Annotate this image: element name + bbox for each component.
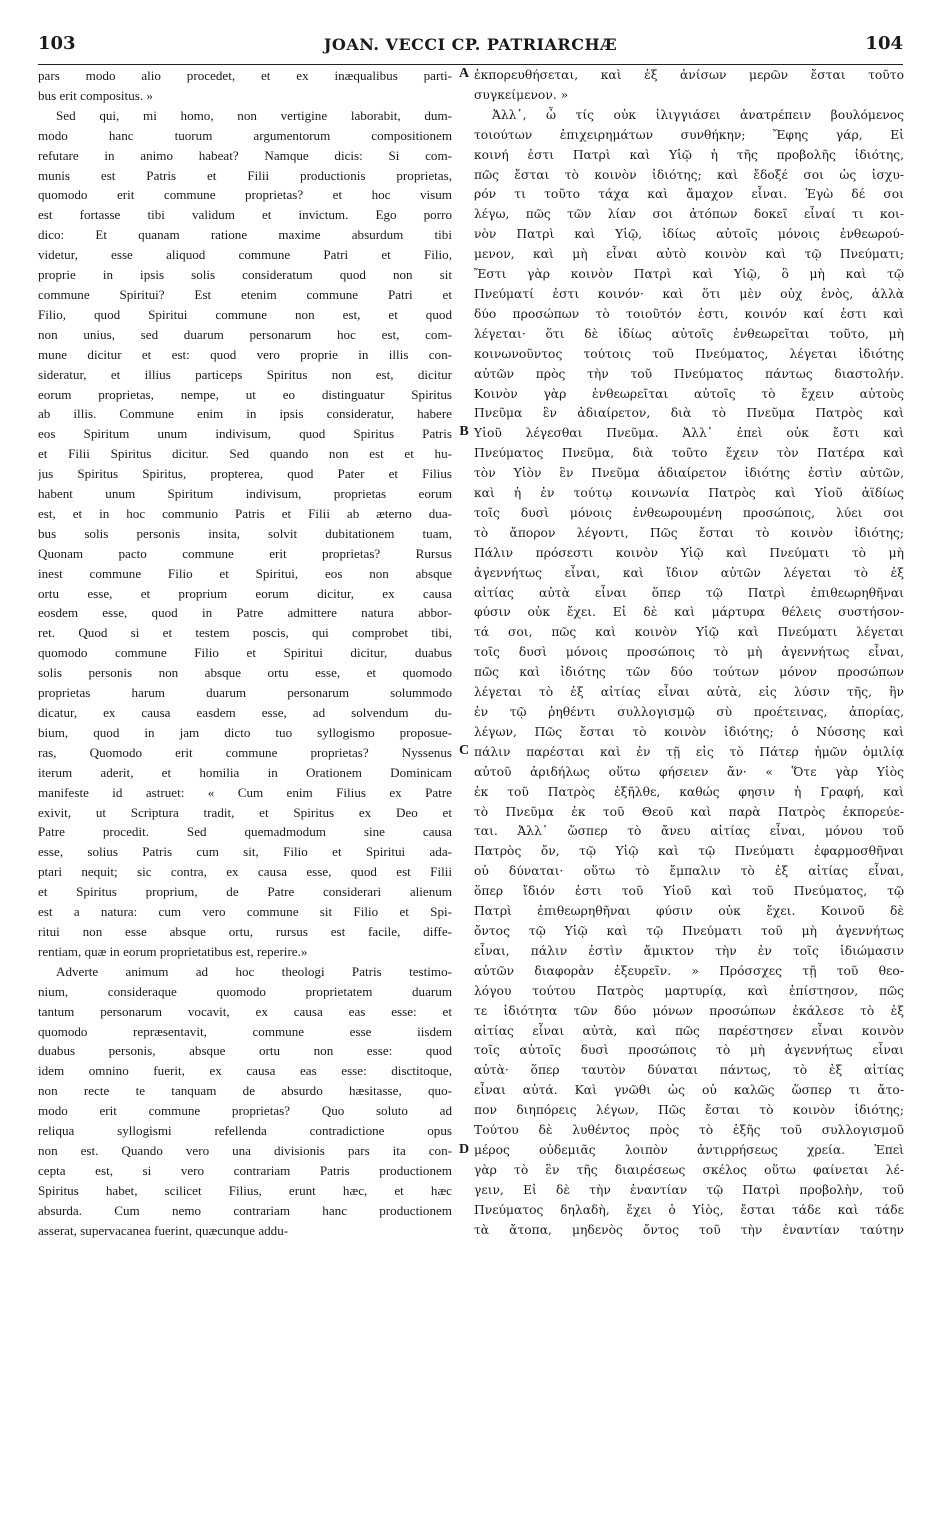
greek-text-line: Πνεύματος Πνεῦμα, διὰ τοῦτο ἔχειν τὸν Πατέρα καὶ (474, 446, 904, 461)
latin-text-line: habent unum Spiritum indivisum, proprietas eorum (38, 486, 452, 502)
greek-text-line: Τούτου δὲ λυθέντος πρὸς τὸ ἑξῆς τοῦ συλλογισμοῦ (474, 1123, 904, 1138)
latin-text-line: commune Spiritui? Est etenim commune Patri et (38, 286, 452, 302)
latin-text-line: videtur, esse aliquod commune Patri et Filio, (38, 247, 452, 263)
latin-text-line: bus erit compositus. » (38, 87, 153, 103)
greek-text-line: Υἱοῦ λέγεσθαι Πνεῦμα. Ἀλλ᾽ ἐπεὶ οὐκ ἔστι καὶ (474, 426, 904, 441)
latin-text-line: pars modo alio procedet, et ex inæqualibus parti- (38, 68, 452, 83)
latin-text-line: non unius, sed duarum personarum hoc est, com- (38, 326, 452, 342)
latin-text-line: bium, quod in jam dicto tuo syllogismo proposue- (38, 724, 452, 740)
latin-text-line: reliqua syllogismi refellenda contradictione opus (38, 1123, 452, 1139)
greek-text-line: οὐ δύναται· οὕτω τὸ ἔμπαλιν τὸ ἐξ αἰτίας εἶναι, (474, 864, 904, 879)
greek-text-line: αὐτῶν πρὸς τὴν τοῦ Πνεύματος πάντως διαστολήν. (474, 366, 904, 381)
latin-text-line: manifeste id astruet: « Cum enim Filius ex Patre (38, 784, 452, 800)
latin-text-line: jus Spiritus Spiritus, propterea, quod Pater et Filius (38, 466, 452, 482)
greek-text-line: γὰρ τὸ ἓν τῆς διαιρέσεως σκέλος οὕτω φαίνεται λέ- (474, 1162, 904, 1177)
greek-text-line: ἐν τῷ ῥηθέντι συλλογισμῷ σὺ προέτεινας, ἀπορίας, (474, 705, 904, 719)
greek-text-line: Πάλιν πρόσεστι κοινὸν Υἱῷ καὶ Πνεύματι τὸ μὴ (474, 545, 904, 560)
latin-text-line: rentiam, quæ in eorum proprietatibus est, reperire.» (38, 943, 308, 959)
latin-text-line: quomodo erit commune proprietas? et hoc visum (38, 187, 452, 203)
latin-text-line: ret. Quod si et testem poscis, qui comprobet tibi, (38, 625, 452, 641)
latin-column (38, 66, 452, 1240)
greek-text-line: Ἀλλ᾽, ὦ τίς οὐκ ἰλιγγιάσει ἀνατρέπειν βουλόμενος (492, 107, 904, 122)
latin-text-line: dico: Et quanam ratione maxime absurdum tibi (38, 227, 452, 243)
latin-text-line: ab illis. Commune enim in ipsis consideratur, habere (38, 406, 452, 422)
greek-text-line: εἶναι, πάλιν ἐστὶν ἄμικτον τὴν ἐν τοῖς ἰδιώμασιν (474, 943, 904, 958)
header-rule (38, 64, 903, 65)
running-header (38, 33, 903, 63)
greek-text-line: δύο προσώπων τὸ τοιοῦτόν ἐστι, κοινόν καί ἐστι καὶ (474, 306, 904, 321)
greek-text-line: γειν, Εἰ δὲ τὴν ἐναντίαν τῷ Πατρὶ προβολὴν, τοῦ (474, 1182, 904, 1197)
greek-text-line: αἰτίας αὐτὰ εἶναι ὅπερ τῷ Πατρὶ ἐπιθεωρηθῆναι (474, 585, 904, 600)
latin-text-line: bus solis personis insita, solvit dubitationem tuam, (38, 525, 452, 541)
greek-text-line: ὅπερ ἴδιόν ἐστι τοῦ Υἱοῦ καὶ τοῦ Πνεύματος, τῷ (474, 884, 904, 899)
latin-text-line: est a natura: cum vero commune sit Filio et Spi- (38, 904, 452, 920)
latin-text-line: Sed qui, mi homo, non vertigine laborabit, dum- (56, 107, 452, 123)
greek-text-line: πάλιν παρέσται καὶ ἐν τῇ εἰς τὸ Πάτερ ἡμῶν ὁμιλίᾳ (474, 744, 904, 759)
latin-text-line: inest commune Filio et Spiritui, eos non absque (38, 565, 452, 581)
greek-text-line: ται. Ἀλλ᾽ ὥσπερ τὸ ἄνευ αἰτίας εἶναι, μόνου τοῦ (474, 824, 904, 839)
greek-text-line: μέρος οὐδεμιᾶς λοιπὸν ἀντιρρήσεως χρεία. Ἐπεὶ (474, 1142, 904, 1157)
latin-text-line: absurda. Cum nemo contrariam hanc productionem (38, 1202, 452, 1218)
greek-text-line: Πατρὸς ὄν, τῷ Υἱῷ καὶ τῷ Πνεύματι ἐφαρμοσθῆναι (474, 844, 904, 859)
right-page-number: 104 (865, 33, 903, 54)
greek-text-line: πῶς καὶ ἰδιότης τῶν δύο τούτων μόνον προσώπων (474, 665, 904, 680)
latin-text-line: eosdem esse, quod in Patre admittere natura abbor- (38, 605, 452, 621)
greek-text-line: αὐτὰ· ὅπερ ταυτὸν δύναται πάντως, τὸ ἐξ αἰτίας (474, 1063, 904, 1078)
latin-text-line: ras, Quomodo erit commune proprietas? Nyssenus (38, 744, 452, 760)
latin-text-line: mune dicitur et est: quod vero proprie in illis con- (38, 346, 452, 362)
latin-text-line: ortu esse, et proprium eorum dicitur, ex causa (38, 585, 452, 601)
latin-text-line: ritui non esse absque ortu, rursus est facile, diffe- (38, 923, 452, 939)
greek-text-line: Κοινὸν γὰρ ἐνθεωρεῖται αὐτοῖς τὸ ἔχειν αὐτοὺς (474, 386, 904, 401)
greek-text-line: Πνεύματί ἐστι κοινόν· καὶ ὅτι μὲν οὐχ ἑνὸς, ἀλλὰ (474, 286, 904, 301)
greek-text-line: εἶναι αὐτά. Καὶ γνῶθι ὡς οὐ καλῶς ὥσπερ τι ἄτο- (474, 1083, 904, 1098)
greek-text-line: τοιούτων ἐπιχειρημάτων συνθήκην; Ἔφης γάρ, Εἰ (474, 127, 904, 142)
greek-text-line: πῶς ἔσται τὸ κοινὸν ἰδιότης; καὶ ἔδοξέ σοι ὡς ἰσχυ- (474, 167, 904, 182)
greek-text-line: Πνεύματος δηλαδὴ, ἔχει ὁ Υἱὸς, ἔσται τάδε καὶ τάδε (474, 1202, 904, 1217)
latin-text-line: Adverte animum ad hoc theologi Patris testimo- (56, 963, 452, 979)
latin-text-line: duabus personis, absque ortu non esse: quod (38, 1043, 452, 1059)
greek-text-line: ἐκπορευθήσεται, καὶ ἐξ ἀνίσων μερῶν ἔσται τοῦτο (474, 68, 904, 82)
greek-text-line: φύσιν οὐκ ἔχει. Εἰ δὲ καὶ μάρτυρα θέλεις συστήσον- (474, 605, 904, 620)
latin-text-line: sideratur, et illius particeps Spiritus non est, dicitur (38, 366, 452, 382)
latin-text-line: non est. Quando vero una divisionis pars ita con- (38, 1142, 452, 1158)
greek-column (474, 66, 904, 1240)
greek-text-line: Ἔστι γὰρ κοινὸν Πατρὶ καὶ Υἱῷ, ὃ μὴ καὶ τῷ (474, 267, 904, 282)
greek-text-line: λέγεται τὸ ἐξ αἰτίας εἶναι αὐτὰ, εἰς λύσιν τῆς, ἣν (474, 685, 904, 700)
greek-text-line: τὸν Υἱὸν ἓν Πνεῦμα ἀδιαίρετον ἰδιότης ἐστὶν αὐτῶν, (474, 466, 904, 481)
greek-text-line: πον διηπόρεις λέγων, Πῶς ἔσται τὸ κοινὸν ἰδιότης; (474, 1103, 904, 1118)
margin-letter-b: B (459, 424, 469, 439)
greek-text-line: τε ἰδιότητα τῶν δύο μόνων προσώπων ἐκάλεσε τὸ ἐξ (474, 1003, 904, 1018)
latin-text-line: est, et in hoc communio Patris et Filii ab æterno dua- (38, 505, 452, 521)
latin-text-line: proprie in ipsis solis consideratum quod non sit (38, 267, 452, 283)
greek-text-line: τὸ Πνεῦμα ἐκ τοῦ Θεοῦ καὶ παρὰ Πατρὸς ἐκπορεύε- (474, 804, 904, 819)
latin-text-line: quomodo repræsentavit, commune esse iisdem (38, 1023, 452, 1039)
latin-text-line: asserat, supervacanea fuerint, quæcunque addu- (38, 1222, 289, 1238)
latin-text-line: nium, consideraque quomodo proprietatem duarum (38, 983, 452, 999)
greek-text-line: τὰ ἄτοπα, μηδενὸς ὄντος τοῦ τὴν ἐναντίαν ταύτην (474, 1222, 904, 1237)
latin-text-line: quomodo commune Filio et Spiritui dicitur, duabus (38, 645, 452, 661)
latin-text-line: eos Spiritum unum indivisum, quod Spiritus Patris (38, 426, 452, 442)
greek-text-line: τοῖς δυσὶ μόνοις προσώποις τὸ μὴ ἀγεννήτως εἶναι, (474, 645, 904, 660)
greek-text-line: Πατρὶ ἐπιθεωρηθῆναι φύσιν οὐκ ἔχει. Κοινοῦ δὲ (474, 904, 904, 919)
latin-text-line: esse, solius Patris cum sit, Filio et Spiritui ada- (38, 844, 452, 860)
latin-text-line: tantum personarum vocavit, ex causa eas esse: et (38, 1003, 452, 1019)
latin-text-line: exivit, ut Scriptura tradit, et Spiritus ex Deo et (38, 804, 452, 820)
latin-text-line: dicatur, ex causa easdem esse, ad solvendum du- (38, 705, 452, 720)
greek-text-line: λόγου τούτου Πατρὸς μαρτυρίᾳ, καὶ ἐπίστησον, πῶς (474, 983, 904, 998)
latin-text-line: eorum proprietas, nempe, ut eo distinguatur Spiritus (38, 386, 452, 402)
latin-text-line: et Filii Spiritus dicitur. Sed quando non est et hu- (38, 446, 452, 462)
latin-text-line: Filio, quod Spiritui commune non est, et quod (38, 306, 452, 322)
margin-letter-d: D (458, 1142, 470, 1157)
latin-text-line: Spiritus habet, scilicet Filius, erunt hæc, et hæc (38, 1182, 452, 1198)
latin-text-line: munis est Patris et Filii productionis proprietas, (38, 167, 452, 183)
latin-text-line: non recte te tanquam de absurdo hæsitasse, quo- (38, 1083, 452, 1099)
margin-letter-c: C (458, 743, 470, 758)
latin-text-line: proprietas harum duarum personarum solummodo (38, 685, 452, 701)
greek-text-line: ἐκ τοῦ Πατρὸς ἐξῆλθε, καθώς φησιν ἡ Γραφή, καὶ (474, 784, 904, 799)
greek-text-line: νὸν Πατρὶ καὶ Υἱῷ, ἰδίως αὐτοῖς μόνοις ἐνθεωρού- (474, 227, 904, 242)
latin-text-line: et Spiritus proprium, de Patre considerari alienum (38, 884, 452, 900)
latin-text-line: cepta est, si vero contrariam Patris productionem (38, 1162, 452, 1178)
latin-text-line: ptari nequit; sic contra, ex causa esse, quod est Filii (38, 864, 452, 880)
latin-text-line: idem omnino fuerit, ex causa eas esse: disctitoque, (38, 1063, 452, 1079)
greek-text-line: ἀγεννήτως εἶναι, καὶ ἴδιον αὐτῶν λέγεται τὸ ἐξ (474, 565, 904, 580)
latin-text-line: modo erit commune proprietas? Quo soluto ad (38, 1103, 452, 1119)
greek-text-line: καὶ ἡ ἐν τούτῳ κοινωνία Πατρὸς καὶ Υἱοῦ ἀϊδίως (474, 486, 904, 501)
running-title: JOAN. VECCI CP. PATRIARCHÆ (323, 35, 618, 54)
greek-text-line: ρόν τι τοῦτο τάχα καὶ ἄμαχον εἶναι. Ἐγὼ δέ σοι (474, 187, 904, 202)
latin-text-line: Quonam pacto commune erit proprietas? Rursus (38, 545, 452, 561)
margin-letter-a: A (458, 66, 470, 81)
greek-text-line: Πνεῦμα ἓν ἀδιαίρετον, διὰ τὸ Πνεῦμα Πατρὸς καὶ (474, 406, 904, 421)
latin-text-line: iterum aderit, et homilia in Orationem Dominicam (38, 764, 452, 780)
greek-text-line: κοινωνοῦντος τούτοις τοῦ Πνεύματος, λέγεται ἰδιότης (474, 346, 904, 361)
greek-text-line: αὐτῶν διαφορὰν ἐξευρεῖν. » Πρόσσχες τῇ τοῦ θεο- (474, 963, 904, 978)
latin-text-line: refutare in animo habeat? Namque dicis: Si com- (38, 147, 452, 163)
left-page-number: 103 (38, 33, 76, 54)
greek-text-line: λέγω, πῶς τῶν λίαν σοι ἀτόπων δοκεῖ εἶναί τι κοι- (474, 207, 904, 222)
greek-text-line: τοῖς δυσὶ μόνοις ἐνθεωρουμένη προσώποις, λύει σοι (474, 505, 904, 520)
greek-text-line: τά σοι, πῶς καὶ κοινὸν Υἱῷ καὶ Πνεύματι λέγεται (474, 625, 904, 640)
greek-text-line: τὸ ἄπορον λέγοντι, Πῶς ἔσται τὸ κοινὸν ἰδιότης; (474, 525, 904, 540)
latin-text-line: est fortasse tibi validum et invictum. Ego porro (38, 207, 452, 223)
latin-text-line: modo hanc tuorum argumentorum compositionem (38, 127, 452, 143)
greek-text-line: μενον, καὶ μὴ εἶναι αὐτὸ κοινὸν καὶ τῷ Πνεύματι; (474, 247, 904, 262)
greek-text-line: αἰτίας εἶναι αὐτὰ, καὶ πῶς παρέστησεν εἶναι κοινὸν (474, 1023, 904, 1038)
greek-text-line: ὄντος τῷ Υἱῷ καὶ τῷ Πνεύματι τοῦ μὴ ἀγεννήτως (474, 923, 904, 938)
greek-text-line: αὐτοῦ ἀριδήλως οὕτω φήσειεν ἄν· « Ὅτε γὰρ Υἱὸς (474, 764, 904, 779)
greek-text-line: κοινή ἐστι Πατρὶ καὶ Υἱῷ ἡ τῆς προβολῆς ἰδιότης, (474, 147, 904, 162)
latin-text-line: solis personis non absque ortu esse, et quomodo (38, 665, 452, 681)
greek-text-line: τοῖς αὐτοῖς δυσὶ προσώποις τὸ μὴ ἀγεννήτως εἶναι (474, 1043, 904, 1058)
greek-text-line: λέγων, Πῶς ἔσται τὸ κοινὸν ἰδιότης; ὁ Νύσσης καὶ (474, 724, 904, 739)
greek-text-line: λέγεται· ὅτι δὲ ἰδίως αὐτοῖς ἐνθεωρεῖται τοῦτο, μὴ (474, 326, 904, 341)
latin-text-line: Patre procedit. Sed quemadmodum sine causa (38, 824, 452, 840)
greek-text-line: συγκείμενον. » (474, 87, 569, 102)
